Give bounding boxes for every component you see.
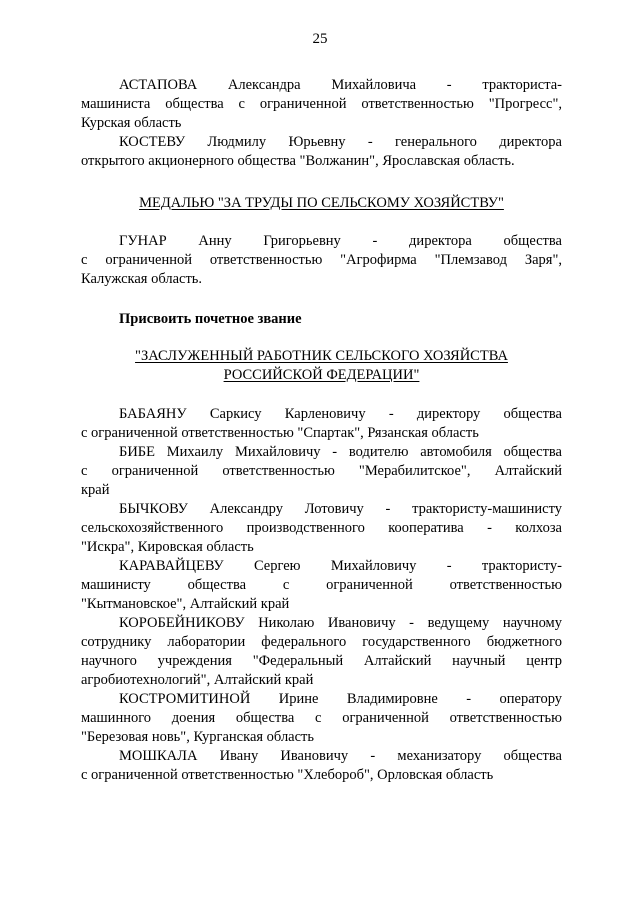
entry-line: БЫЧКОВУ Александру Лотовичу - трактористу-машинисту [119, 501, 562, 517]
title-heading-line: РОССИЙСКОЙ ФЕДЕРАЦИИ" [223, 367, 420, 383]
entry-line: АСТАПОВА Александра Михайловича - тракториста- [119, 77, 562, 93]
entry-line: открытого акционерного общества "Волжанин", Ярославская область. [81, 153, 515, 169]
medal-heading [81, 194, 562, 213]
award-list-1 [81, 76, 562, 171]
entry-line: БАБАЯНУ Саркису Карленовичу - директору общества [119, 406, 562, 422]
entry-line: "Кытмановское", Алтайский край [81, 596, 290, 612]
entry-line: "Березовая новь", Курганская область [81, 729, 314, 745]
entry-line: машиниста общества с ограниченной ответственностью "Прогресс", [81, 96, 562, 112]
entry-line: КОРОБЕЙНИКОВУ Николаю Ивановичу - ведущему научному [119, 615, 562, 631]
entry-line: с ограниченной ответственностью "Мерабилитское", Алтайский [81, 463, 562, 479]
page-number: 25 [312, 31, 328, 47]
title-heading [81, 347, 562, 385]
entry-line: КОСТРОМИТИНОЙ Ирине Владимировне - оператору [119, 691, 562, 707]
entry-line: агробиотехнологий", Алтайский край [81, 672, 314, 688]
entry-line: научного учреждения "Федеральный Алтайский научный центр [81, 653, 562, 669]
entry-line: с ограниченной ответственностью "Хлебороб", Орловская область [81, 767, 494, 783]
entry-line: край [81, 482, 110, 498]
entry-line: с ограниченной ответственностью "Спартак", Рязанская область [81, 425, 479, 441]
entry-line: машинного доения общества с ограниченной ответственностью [81, 710, 562, 726]
entry-line: БИБЕ Михаилу Михайловичу - водителю автомобиля общества [119, 444, 562, 460]
entry-line: "Искра", Кировская область [81, 539, 254, 555]
entry-line: МОШКАЛА Ивану Ивановичу - механизатору общества [119, 748, 562, 764]
entry-line: Калужская область. [81, 271, 203, 287]
award-list-2 [81, 232, 562, 289]
entry-line: с ограниченной ответственностью "Агрофирма "Племзавод Заря", [81, 252, 562, 268]
medal-heading-text: МЕДАЛЬЮ "ЗА ТРУДЫ ПО СЕЛЬСКОМУ ХОЗЯЙСТВУ" [139, 195, 504, 211]
entry-line: сельскохозяйственного производственного кооператива - колхоза [81, 520, 562, 536]
award-list-3 [81, 405, 562, 785]
entry-line: Курская область [81, 115, 182, 131]
entry-line: сотруднику лаборатории федерального государственного бюджетного [81, 634, 562, 650]
title-heading-line: "ЗАСЛУЖЕННЫЙ РАБОТНИК СЕЛЬСКОГО ХОЗЯЙСТВА [135, 348, 508, 364]
entry-line: КАРАВАЙЦЕВУ Сергею Михайловичу - трактористу- [119, 558, 562, 574]
entry-line: машинисту общества с ограниченной ответственностью [81, 577, 562, 593]
assign-title: Присвоить почетное звание [119, 311, 302, 327]
entry-line: ГУНАР Анну Григорьевну - директора общества [119, 233, 562, 249]
entry-line: КОСТЕВУ Людмилу Юрьевну - генерального директора [119, 134, 562, 150]
